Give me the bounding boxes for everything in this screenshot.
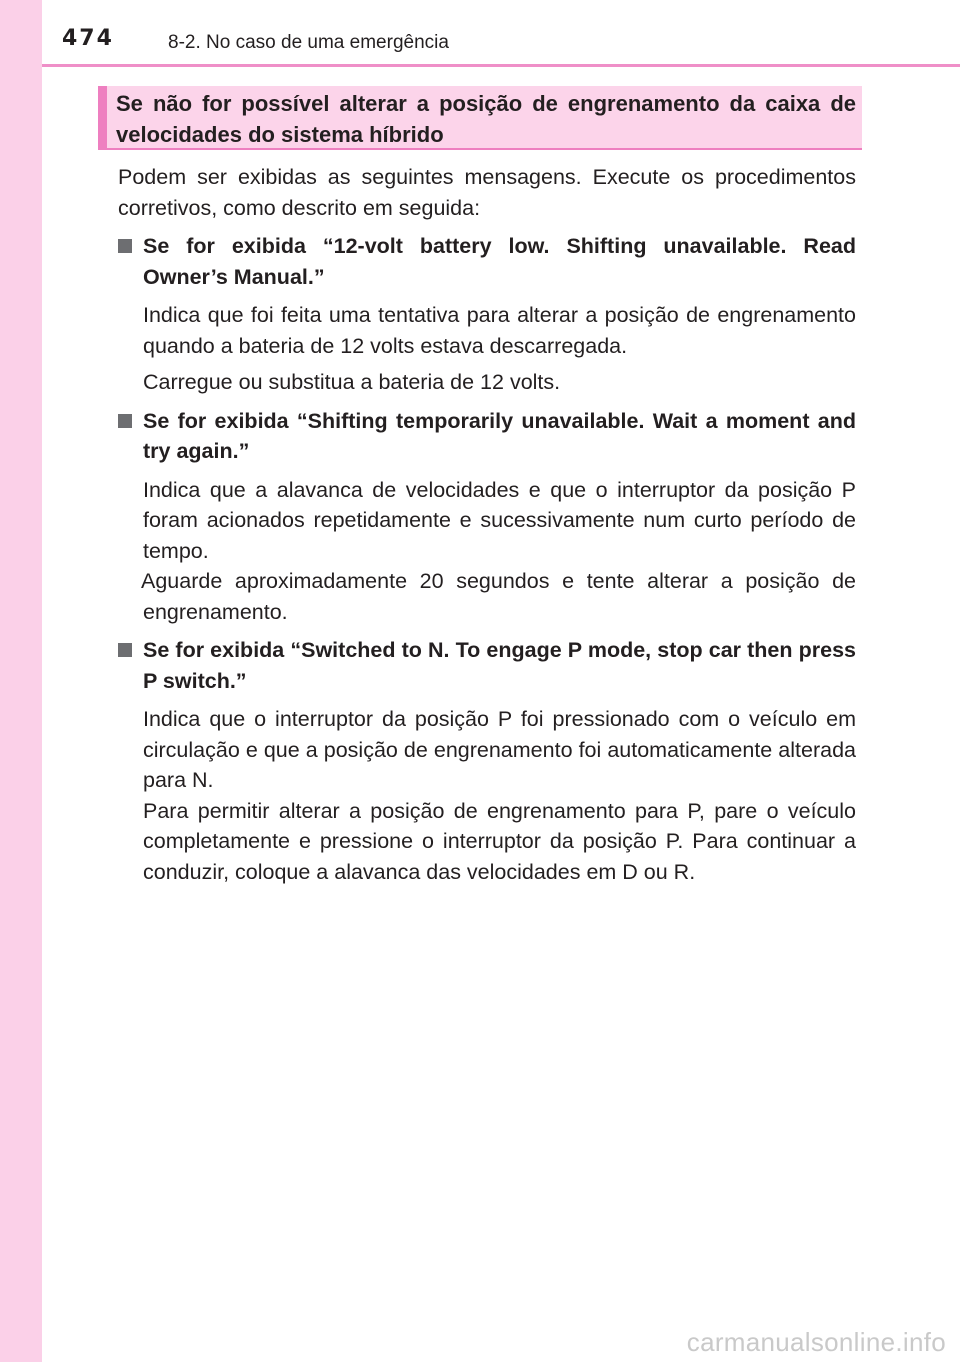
intro-paragraph: Podem ser exibidas as seguintes mensagens. Execute os procedimentos corretivos, como descrito em seguida: xyxy=(118,165,856,220)
item-paragraph: Indica que foi feita uma tentativa para alterar a posição de engrenamento quando a bateria de 12 volts estava descarregada. xyxy=(143,303,856,358)
item-title: Se for exibida “Switched to N. To engage P mode, stop car then press P switch.” xyxy=(143,635,856,696)
header-rule xyxy=(42,64,960,67)
left-margin-band xyxy=(0,0,42,1362)
section-title: 8-2. No caso de uma emergência xyxy=(168,32,449,53)
item-paragraph: Aguarde aproximadamente 20 segundos e tente alterar a posição de engrenamento. xyxy=(141,569,856,624)
item-paragraph: Para permitir alterar a posição de engrenamento para P, pare o veículo completamente e pressione o interruptor da posição P. Para continuar a conduzir, coloque a alavanca das velocidades em D ou R. xyxy=(143,798,856,884)
section-heading: Se não for possível alterar a posição de engrenamento da caixa de velocidades do sistema híbrido xyxy=(116,91,856,147)
square-bullet-icon xyxy=(118,643,132,657)
page-number: 474 xyxy=(62,26,114,51)
list-item xyxy=(118,635,856,887)
watermark: carmanualsonline.info xyxy=(686,1327,946,1357)
square-bullet-icon xyxy=(118,239,132,253)
list-item xyxy=(118,406,856,628)
item-title: Se for exibida “12-volt battery low. Shifting unavailable. Read Owner’s Manual.” xyxy=(143,231,856,292)
list-item xyxy=(118,231,856,398)
body-text xyxy=(118,162,856,893)
item-paragraph: Indica que o interruptor da posição P foi pressionado com o veículo em circulação e que a posição de engrenamento foi automaticamente alterada para N. xyxy=(143,707,856,792)
item-paragraph: Carregue ou substitua a bateria de 12 volts. xyxy=(143,370,561,394)
item-title: Se for exibida “Shifting temporarily unavailable. Wait a moment and try again.” xyxy=(143,406,856,467)
square-bullet-icon xyxy=(118,414,132,428)
item-paragraph: Indica que a alavanca de velocidades e que o interruptor da posição P foram acionados repetidamente e sucessivamente num curto período de tempo. xyxy=(143,477,856,563)
